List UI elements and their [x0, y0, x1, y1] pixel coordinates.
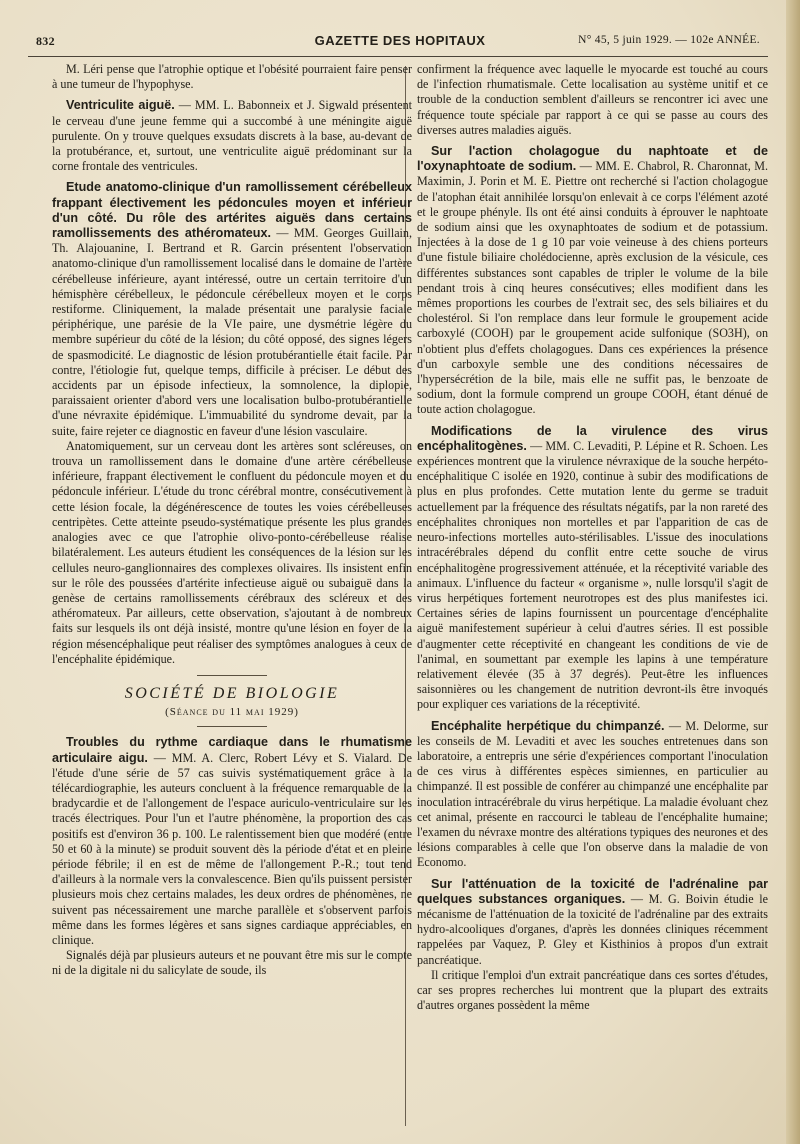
- article-body: — M. Delorme, sur les conseils de M. Levaditi et avec les souches entretenues dans son laboratoire, a entrepris une série d'expériences comportant l'inoculation de ces virus à différentes espèces simiennes, en particulier au chimpanzé. Il est possible de conférer au chimpanzé une encéphalite par inoculation intracérébrale du virus herpétique. La maladie évoluant chez cet animal, présente en raccourci le tableau de l'encéphalite humaine; l'examen du névraxe montre des altérations typiques des neurones et des lésions comparables à celle que l'on observe dans la maladie de von Economo.: [417, 718, 768, 870]
- article-body: — MM. C. Levaditi, P. Lépine et R. Schoen. Les expériences montrent que la virulence névraxique de la souche herpéto-encéphalitique C isolée en 1920, continue à subir des modifications de plus en plus profondes. Cette mutation lente du germe se traduit actuellement par la fréquence des résultats négatifs, par la non rareté des encéphalites chroniques non mortelles et par l'apparition de cas de neuro-infections mortelles auto-stérilisables. L'issue des inoculations intracérébrales dépend du conflit entre cette souche de virus encéphalitogène progressivement atténuée, et la réceptivité variable des animaux. L'influence du facteur « organisme », nulle lorsqu'il s'agit de virus herpétiques fortement neurotropes est des plus manifestes ici. Certaines séries de lapins fournissent un pourcentage d'encéphalite aiguë manifestement supérieur à celui d'autres séries. Il est possible d'augmenter cette réceptivité en changeant les conditions de vie de l'animal, en soumettant par exemple les lapins à une température relativement élevée (35 à 37 degrés). Peut-être les influences saisonnières ou les changement de nutrition devront-ils être invoqués pour expliquer ces variations de la réceptivité.: [417, 438, 768, 712]
- article-body: — MM. L. Babonneix et J. Sigwald présentent le cerveau d'une jeune femme qui a succombé à une méningite aiguë purulente. On y trouve quelques exsudats discrets à la base, au-devant de la protubérance, et, surtout, une ventriculite aiguë prédominant sur la corne frontale des ventricules.: [52, 98, 413, 174]
- article: [417, 877, 768, 968]
- article-title: Encéphalite herpétique du chimpanzé.: [431, 718, 665, 733]
- section-rule: [197, 726, 267, 727]
- section-rule: [197, 675, 267, 676]
- article-title: Modifications de la virulence des virus encéphalitogènes.: [417, 423, 768, 453]
- article: [52, 180, 412, 438]
- article-body: — M. G. Boivin étudie le mécanisme de l'atténuation de la toxicité de l'adrénaline par des extraits hydro-alcooliques d'organes, d'après les données cliniques récemment rappelées par Vaquez, P. Gley et Kisthinios à propos d'un extrait pancréatique.: [417, 891, 768, 967]
- page-edge: [786, 0, 800, 1144]
- society-heading: SOCIÉTÉ DE BIOLOGIE: [124, 684, 340, 702]
- article: [417, 144, 768, 418]
- right-column: [417, 62, 768, 1013]
- article-title: Ventriculite aiguë.: [66, 98, 175, 113]
- article: [417, 719, 768, 871]
- paragraph: Signalés déjà par plusieurs auteurs et ne pouvant être mis sur le compte ni de la digitale ni du salicylate de soude, ils: [52, 948, 412, 978]
- article-title: Sur l'atténuation de la toxicité de l'adrénaline par quelques substances organiques.: [417, 876, 768, 906]
- article-title: Troubles du rythme cardiaque dans le rhumatisme articulaire aigu.: [52, 735, 412, 765]
- paragraph: Il critique l'emploi d'un extrait pancréatique dans ces sortes d'études, car ses propres recherches lui montrent que la plupart des extraits d'autres organes possèdent la même: [417, 967, 768, 1013]
- session-date: (Séance du 11 mai 1929): [165, 706, 299, 719]
- article-body: — MM. A. Clerc, Robert Lévy et S. Vialard. De l'étude d'une série de 57 cas suivis systématiquement grâce à la télécardiographie, les auteurs concluent à la fréquence remarquable de la bradycardie et de l'allongement de l'espace auriculo-ventriculaire sur les tracés électriques. Pour l'un et l'autre phénomène, la proportion des cas positifs est d'environ 36 p. 100. Le ralentissement bien que modéré (entre 50 et 60 à la minute) se produit souvent dès la période d'état et en pleine période fébrile; il en est de même de l'allongement P.-R.; tout tend d'ailleurs à la normale vers la convalescence. Bien qu'ils puissent persister plusieurs mois chez certains malades, les deux ordres de phénomènes, ne suivent pas nécessairement une marche parallèle et s'observent parfois même dans les formes légères et sans signes cardiaque appréciables, en clinique.: [52, 750, 412, 947]
- page-header: [26, 30, 774, 52]
- article-body: — MM. E. Chabrol, R. Charonnat, M. Maximin, J. Porin et M. E. Piettre ont recherché si l'action cholagogue de l'atophan était annihilée lorsqu'on enlevait à ce corps l'élément azoté et le groupe phényle. Ils ont été ainsi conduits à éprouver le naphtoate de sodium ainsi que les oxynaphtoates de sodium et de potassium. Injectées à la dose de 1 g 10 par voie veineuse à des chiens porteurs d'une fistule biliaire cholédocienne, après exclusion de la vésicule, ces différentes substances sont capables de tripler le volume de la bile pendant trois à cinq heures consécutives; elles modifient dans les mêmes proportions les courbes de l'extrait sec, des sels biliaires et du cholestérol. Si l'on remplace dans leur formule le groupement acide carboxylé (COOH) par le groupement acide sulfonique (SO3H), on n'obtient plus d'effets cholagogues. Dans ces expériences la présence d'un carboxyle semble une des conditions nécessaires de l'hypersécrétion de la bile, mais elle ne suffit pas, le benzoate de sodium, dont la formule comprend un groupe COOH, étant dénué de toute action cholagogue.: [417, 159, 769, 417]
- issue-info: N° 45, 5 juin 1929. — 102e ANNÉE.: [578, 34, 760, 46]
- article: [52, 98, 412, 174]
- article-title: Etude anatomo-clinique d'un ramollissement cérébelleux frappant électivement les pédoncules moyen et inférieur d'un côté. Du rôle des artérites aiguës dans certains ramollissements des athéromateux.: [52, 180, 412, 241]
- article: [417, 424, 768, 713]
- left-column: [52, 62, 412, 979]
- article: [52, 735, 412, 948]
- paragraph: Anatomiquement, sur un cerveau dont les artères sont scléreuses, on trouva un ramollissement dans le domaine d'une artère cérébelleuse inférieure, frappant électivement le confluent du pédoncule moyen et du pédoncule inférieur. L'étude du tronc cérébral montre, consécutivement à cette lésion focale, la dégénérescence de toutes les voies cérébelleuses centripètes. Cette atteinte pseudo-systématique présente les plus grandes analogies avec ce que l'atrophie olivo-ponto-cérébelleuse réalise bilatéralement. Les auteurs étudient les conséquences de la lésion sur les cellules neuro-ganglionnaires des complexes olivaires. Ils insistent enfin sur le rôle des poussées d'artérite infectieuse aiguë ou subaiguë dans la genèse de certains ramollissements cérébraux des scléreux et des athéromateux. Par ailleurs, cette observation, s'ajoutant à de nombreux faits sur lesquels ils ont déjà insisté, montre qu'une lésion en foyer de la région mésencéphalique peut réaliser des symptômes analogues à ceux de l'encéphalite épidémique.: [52, 438, 412, 666]
- article-body: — MM. Georges Guillain, Th. Alajouanine, I. Bertrand et R. Garcin présentent l'observation anatomo-clinique d'un ramollissement localisé dans le domaine de l'artère cérébelleuse inférieure, ayant intéressé, outre un certain territoire d'un hémisphère cérébelleux, le pédoncule cérébelleux moyen et le corps restiforme. Cliniquement, la malade présentait une paralysie faciale périphérique, une parésie de la VIe paire, une dysmétrie légère du membre supérieur du côté de la lésion; du côté opposé, des signes légers de spasmodicité. Le diagnostic de lésion protubérantielle était facile. Par contre, l'étiologie fut, quelque temps, difficile à préciser. Le début des accidents par un épisode infectieux, la somnolence, la diplopie, paraissaient orienter d'abord vers une localisation bulbo-protubérantielle d'une névraxite épidémique. L'immuabilité du syndrome devait, par la suite, faire rejeter ce diagnostic en faveur d'une lésion vasculaire.: [52, 226, 412, 438]
- page-number: 832: [36, 34, 55, 48]
- header-rule: [28, 56, 768, 57]
- paragraph: confirment la fréquence avec laquelle le myocarde est touché au cours de l'infection rhumatismale. Cette localisation au système unitif et ce trouble de la conduction semblent d'ailleurs se rencontrer ici avec une fréquence toute spéciale par rapport à ce qui se passe au cours des diverses autres maladies aiguës.: [417, 62, 768, 137]
- journal-title: GAZETTE DES HOPITAUX: [314, 33, 486, 48]
- paragraph: M. Léri pense que l'atrophie optique et l'obésité pourraient faire penser à une tumeur de l'hypophyse.: [52, 62, 412, 92]
- article-title: Sur l'action cholagogue du naphtoate et de l'oxynaphtoate de sodium.: [417, 144, 768, 174]
